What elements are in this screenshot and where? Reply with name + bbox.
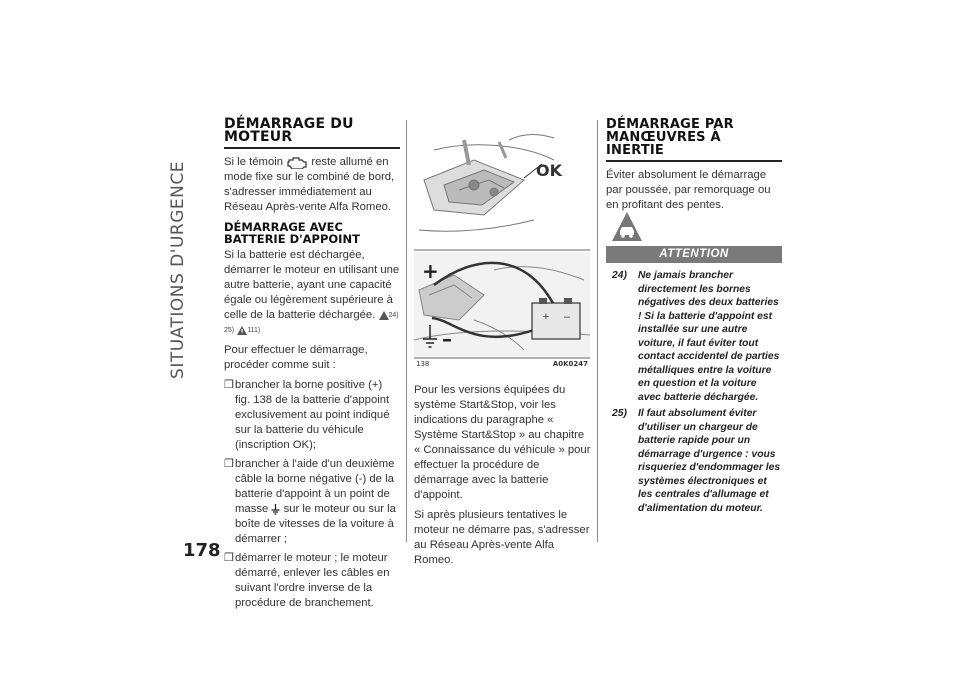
- caution-ref: 111): [247, 327, 261, 334]
- warning-ref: 24) 25): [224, 312, 399, 334]
- warning-triangle-icon: [379, 311, 389, 320]
- section-side-title: SITUATIONS D'URGENCE: [168, 161, 188, 379]
- heading-manoeuvres-inertie: DÉMARRAGE PAR MANŒUVRES À INERTIE: [606, 117, 734, 158]
- bullet-checkbox-icon: ❒: [224, 552, 234, 564]
- paragraph-battery-discharged: Si la batterie est déchargée, démarrer le moteur en utilisant une autre batterie, ayant une capacité égale ou légèrement supérieure à celle de la batterie déchargée. $^{24) 25)}$ $^{111)}$: [224, 249, 400, 334]
- battery-icon: [532, 298, 580, 339]
- list-item: ❒ brancher la borne positive (+) fig. 138 de la batterie d'appoint exclusivement au point indiqué sur la batterie du véhicule (inscription OK);: [224, 379, 390, 451]
- caution-triangle-icon: [237, 326, 247, 335]
- list-item: ❒ brancher à l'aide d'un deuxième câble la borne négative (-) de la batterie d'appoint à un point de masse sur le moteur ou sur la boîte de vitesses de la voiture à démarrer ;: [224, 458, 396, 545]
- heading-demarrage-moteur: DÉMARRAGE DU MOTEUR: [224, 116, 354, 145]
- paragraph-start-stop: Pour les versions équipées du système Start&Stop, voir les indications du paragraphe « Système Start&Stop » au chapitre « Connaissance du véhicule » pour effectuer la procédure de démarrage avec la batterie d'appoint.: [414, 384, 591, 501]
- label-minus: –: [442, 327, 452, 351]
- heading-batterie-appoint: DÉMARRAGE AVEC BATTERIE D'APPOINT: [224, 220, 360, 246]
- engine-warning-icon: [286, 156, 308, 169]
- car-warning-icon: [610, 210, 644, 244]
- attention-title: ATTENTION: [606, 246, 782, 263]
- column-3: [606, 118, 782, 218]
- column-divider: [406, 120, 407, 542]
- warnings-list: [606, 263, 782, 515]
- label-ok: OK: [536, 161, 562, 180]
- battery-minus-label: –: [563, 311, 571, 323]
- attention-box: [606, 246, 782, 542]
- bullet-checkbox-icon: ❒: [224, 458, 234, 470]
- paragraph-network: Si après plusieurs tentatives le moteur ne démarre pas, s'adresser au Réseau Après-vente Alfa Romeo.: [414, 509, 590, 566]
- heading-rule: [606, 160, 782, 162]
- warning-item: 24) Ne jamais brancher directement les bornes négatives des deux batteries ! Si la batterie d'appoint est installée sur une autre voiture, il faut éviter tout contact accidentel de parties métalliques entre la voiture en question et la voiture avec batterie déchargée.: [612, 270, 780, 403]
- warning-item: 25) Il faut absolument éviter d'utiliser un chargeur de batterie rapide pour un démarrage d'urgence : vous risqueriez d'endommager les systèmes électroniques et les centrales d'allumage et d'alimentation du moteur.: [612, 408, 781, 514]
- ground-icon: [271, 504, 280, 515]
- column-1: [224, 118, 400, 615]
- column-2-text: [414, 383, 592, 573]
- label-plus: +: [422, 259, 439, 283]
- figure-code: A0K0247: [552, 360, 588, 368]
- paragraph-warning-light: Si le témoin reste allumé en mode fixe sur le combiné de bord, s'adresser immédiatement au Réseau Après-vente Alfa Romeo.: [224, 156, 395, 213]
- paragraph-avoid-push-start: Éviter absolument le démarrage par poussée, par remorquage ou en profitant des pentes.: [606, 169, 771, 211]
- battery-plus-label: +: [542, 311, 550, 323]
- bullet-checkbox-icon: ❒: [224, 379, 234, 391]
- figure-138: [414, 120, 590, 370]
- page-number: 178: [183, 540, 221, 561]
- paragraph-procedure-intro: Pour effectuer le démarrage, procéder comme suit :: [224, 344, 368, 371]
- list-item: ❒ démarrer le moteur ; le moteur démarré, enlever les câbles en suivant l'ordre inverse de la procédure de branchement.: [224, 552, 390, 609]
- heading-rule: [224, 147, 400, 149]
- jump-start-illustration: [414, 120, 590, 370]
- figure-number: 138: [416, 360, 430, 368]
- column-divider: [597, 120, 598, 542]
